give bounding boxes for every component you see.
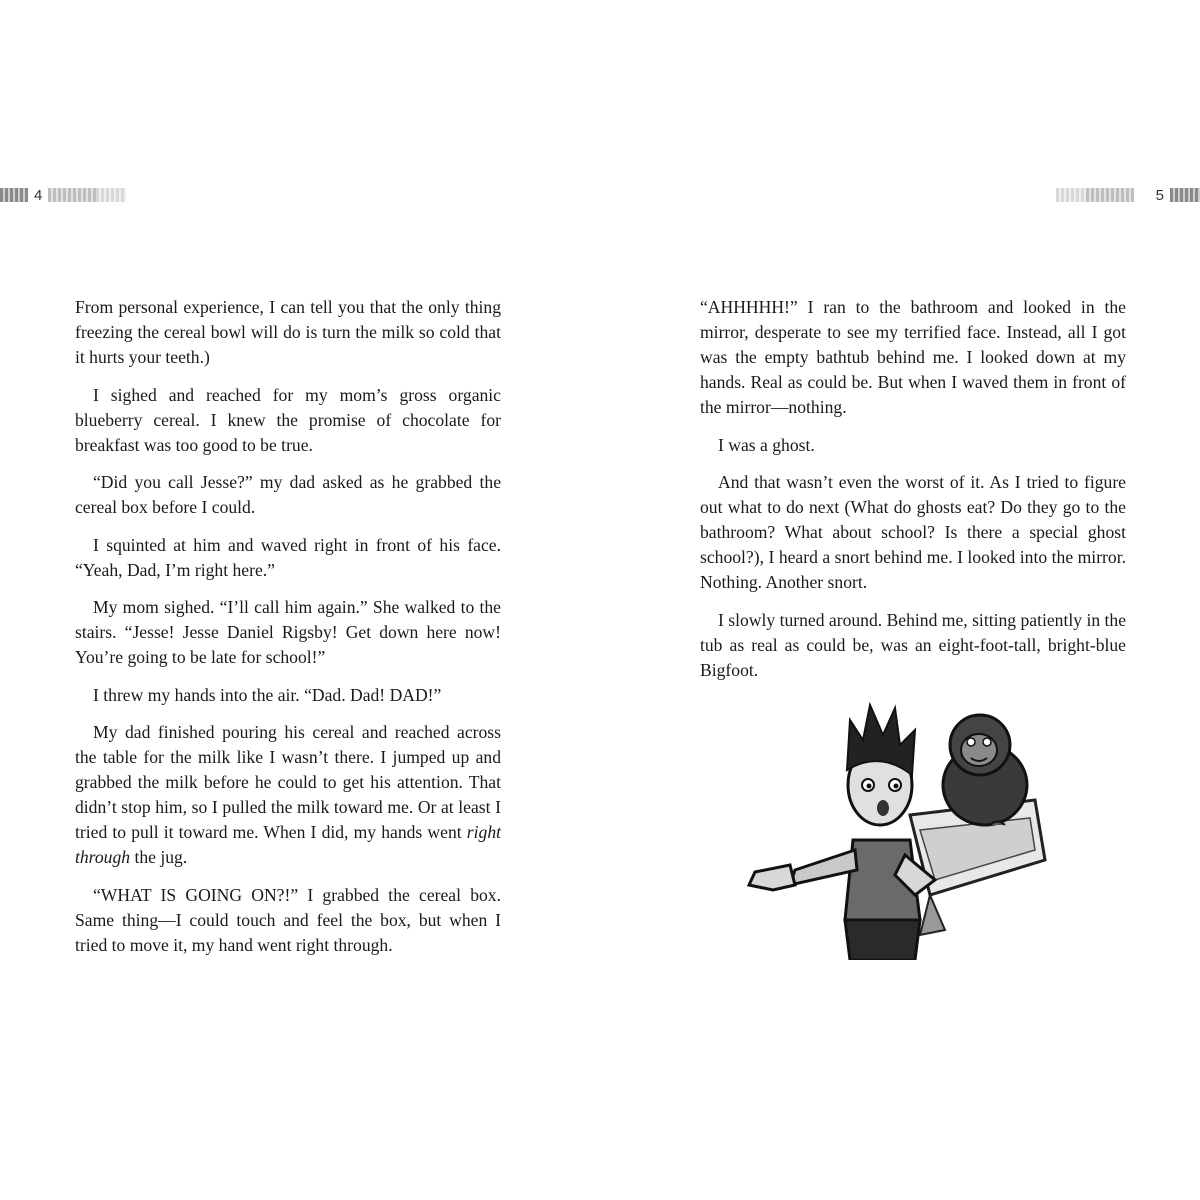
header-decoration (1056, 188, 1086, 202)
paragraph: “Did you call Jesse?” my dad asked as he grabbed the cereal box before I could. (75, 472, 501, 517)
header-decoration (1086, 188, 1134, 202)
paragraph: I squinted at him and waved right in front of his face. “Yeah, Dad, I’m right here.” (75, 534, 501, 580)
running-header-left (0, 183, 126, 207)
right-page-text (700, 295, 1126, 695)
paragraph: And that wasn’t even the worst of it. As I tried to figure out what to do next (What do ghosts eat? Do they go to the bathroom? What about school? Is there a special ghost school?), I heard a snort behind me. I looked into the mirror. Nothing. Another snort. (700, 472, 1126, 592)
paragraph: “AHHHHH!” I ran to the bathroom and looked in the mirror, desperate to see my terrified face. Instead, all I got was the empty bathtub behind me. I looked down at my hands. Real as could be. But when I waved them in front of the mirror—nothing. (700, 297, 1126, 417)
header-decoration (1170, 188, 1200, 202)
boy-and-bigfoot-illustration (735, 690, 1055, 960)
header-decoration (96, 188, 126, 202)
header-decoration (48, 188, 96, 202)
page-number-left: 4 (34, 186, 43, 204)
running-header-right (1056, 183, 1200, 207)
bigfoot (943, 715, 1027, 825)
emphasis: right through (75, 822, 501, 867)
page-number-right: 5 (1155, 186, 1164, 204)
paragraph (75, 720, 501, 870)
paragraph: I sighed and reached for my mom’s gross organic blueberry cereal. I knew the promise of chocolate for breakfast was too good to be true. (75, 384, 501, 455)
boy (749, 705, 935, 960)
text-run: My dad finished pouring his cereal and reached across the table for the milk like I wasn’t there. I jumped up and grabbed the milk before he could to get his attention. That didn’t stop him, so I pulled the milk toward me. Or at least I tried to pull it toward me. When I did, my hands went (75, 722, 501, 842)
paragraph: “WHAT IS GOING ON?!” I grabbed the cereal box. Same thing—I could touch and feel the box, but when I tried to move it, my hand went right through. (75, 884, 501, 955)
paragraph: From personal experience, I can tell you that the only thing freezing the cereal bowl will do is turn the milk so cold that it hurts your teeth.) (75, 297, 501, 367)
paragraph: I slowly turned around. Behind me, sitting patiently in the tub as real as could be, was an eight-foot-tall, bright-blue Bigfoot. (700, 609, 1127, 680)
header-decoration (0, 188, 28, 202)
left-page-text (75, 295, 501, 970)
paragraph: I threw my hands into the air. “Dad. Dad! DAD!” (93, 684, 442, 705)
paragraph: I was a ghost. (718, 434, 815, 455)
text-run: the jug. (130, 847, 188, 867)
paragraph: My mom sighed. “I’ll call him again.” She walked to the stairs. “Jesse! Jesse Daniel Rigsby! Get down here now! You’re going to be late for school!” (75, 597, 501, 667)
